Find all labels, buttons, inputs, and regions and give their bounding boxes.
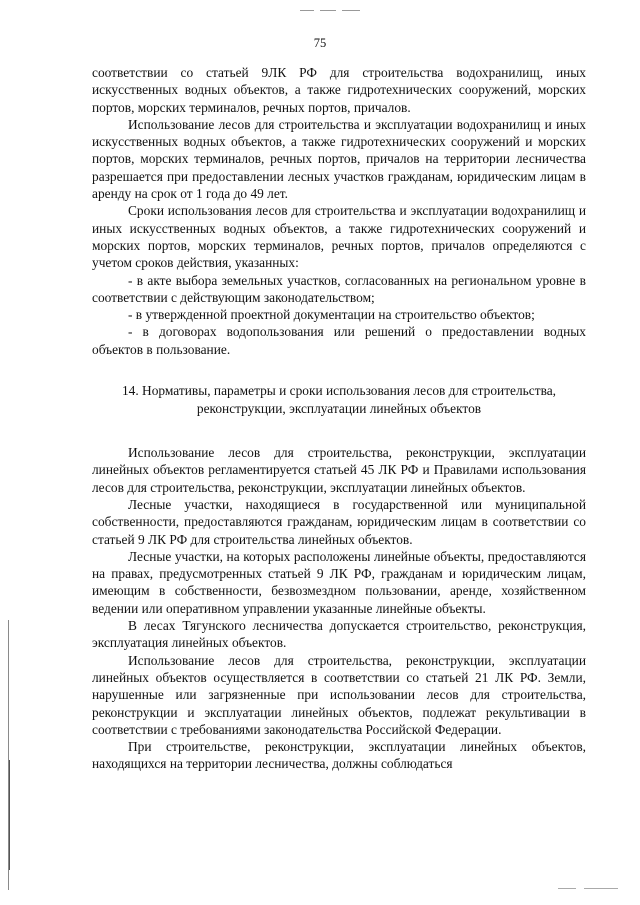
paragraph: При строительстве, реконструкции, эксплуатации линейных объектов, находящихся на территории лесничества, должны соблюдаться	[92, 739, 586, 772]
list-item: - в утвержденной проектной документации на строительство объектов;	[128, 307, 535, 323]
paragraph: Сроки использования лесов для строительства и эксплуатации водохранилищ и иных искусственных водных объектов, а также гидротехнических сооружений и морских портов, морских терминалов, речных портов, причалов определяются с учетом сроков действия, указанных:	[92, 203, 586, 271]
section-heading-line: 14. Нормативы, параметры и сроки использования лесов для строительства,	[121, 383, 557, 399]
scan-artifact-top	[300, 10, 360, 11]
scan-artifact-bottom	[558, 888, 618, 889]
document-body	[92, 64, 586, 773]
list-item: - в акте выбора земельных участков, согласованных на региональном уровне в соответствии с действующим законодательством;	[92, 272, 586, 305]
paragraph: Использование лесов для строительства, реконструкции, эксплуатации линейных объектов осуществляется в соответствии со статьей 21 ЛК РФ. Земли, нарушенные или загрязненные при использовании лесов для строительства, реконструкции и эксплуатации линейных объектов, подлежат рекультивации в соответствии с требованиями законодательства Российской Федерации.	[92, 652, 586, 737]
paragraph: Лесные участки, находящиеся в государственной или муниципальной собственности, предоставляются гражданам, юридическим лицам в соответствии со статьей 9 ЛК РФ для строительства линейных объектов.	[92, 496, 586, 547]
paragraph: Использование лесов для строительства, реконструкции, эксплуатации линейных объектов регламентируется статьей 45 ЛК РФ и Правилами использования лесов для строительства, реконструкции, эксплуатации линейных объектов.	[92, 445, 586, 495]
scan-binding-edge-dark	[9, 760, 10, 870]
page-number: 75	[313, 36, 327, 50]
section-heading	[92, 382, 586, 418]
paragraph-continuation: соответствии со статьей 9ЛК РФ для строительства водохранилищ, иных искусственных водных объектов, а также гидротехнических сооружений, морских портов, морских терминалов, речных портов, причалов.	[92, 65, 586, 115]
section-heading-line: реконструкции, эксплуатации линейных объектов	[196, 401, 482, 417]
paragraph: Лесные участки, на которых расположены линейные объекты, предоставляются на правах, предусмотренных статьей 9 ЛК РФ, гражданам и юридическим лицам, имеющим в собственности, безвозмездном пользовании, аренде, хозяйственном ведении или оперативном управлении указанные линейные объекты.	[92, 548, 586, 616]
list-item: - в договорах водопользования или решений о предоставлении водных объектов в пользование.	[92, 324, 586, 357]
paragraph: Использование лесов для строительства и эксплуатации водохранилищ и иных искусственных водных объектов, а также гидротехнических сооружений и морских портов, морских терминалов, речных портов, причалов на территории лесничества разрешается при предоставлении лесных участков гражданам, юридическим лицам в аренду на срок от 1 года до 49 лет.	[92, 116, 586, 202]
paragraph: В лесах Тягунского лесничества допускается строительство, реконструкция, эксплуатация линейных объектов.	[92, 618, 586, 651]
